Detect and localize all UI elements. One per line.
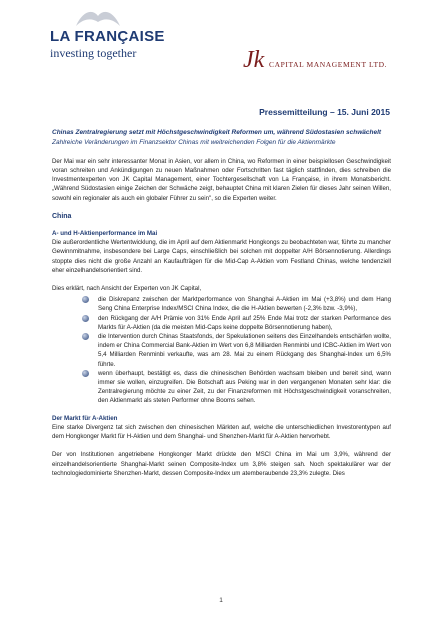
bullet-icon — [82, 370, 89, 377]
list-item-text: den Rückgang der A/H Prämie von 31% Ende April auf 25% Ende Mai trotz der starken Performance des Markts für A-Aktien (da die meisten Mid-Caps keine doppelte Börsennotierung haben), — [98, 314, 391, 331]
subheadline: Zahlreiche Veränderungen im Finanzsektor Chinas mit weitreichenden Folgen für die Aktienmärkte — [52, 139, 336, 147]
performance-paragraph: Die außerordentliche Wertentwicklung, die im April auf dem Aktienmarkt Hongkongs zu beobachteten war, führte zu mancher Gewinnmitnahme, insbesondere bei Large Caps, einschließlich bei solchen mit doppelter A/H Börsennotierung. Allerdings stoppte dies nicht die große Anzahl an Kaufaufträgen für die Mid-Cap A-Aktien vom Festland Chinas, welche tendenziell eher einzelhandelsorientiert sind. — [52, 239, 391, 274]
bullet-list — [82, 295, 391, 405]
subsection-heading-a-shares: Der Markt für A-Aktien — [52, 414, 118, 422]
list-item — [82, 332, 391, 369]
press-release-date: Pressemitteilung – 15. Juni 2015 — [259, 107, 390, 117]
subsection-heading-performance: A- und H-Aktienperformance im Mai — [52, 230, 158, 238]
jk-capital-logo — [243, 47, 403, 83]
article-body — [52, 128, 391, 478]
explained-intro: Dies erklärt, nach Ansicht der Experten von JK Capital, — [52, 285, 202, 293]
bullet-icon — [82, 333, 89, 340]
headline: Chinas Zentralregierung setzt mit Höchstgeschwindigkeit Reformen um, während Südostasien schwächelt — [52, 129, 382, 136]
list-item — [82, 314, 391, 332]
market-paragraph: Eine starke Divergenz tat sich zwischen den chinesischen Märkten auf, welche die unterschiedlichen Investorentypen auf dem Hongkonger Markt für H-Aktien und dem Shanghai- und Shenzhen-Markt für A-Aktien hervorhebt. — [52, 423, 391, 441]
bullet-icon — [82, 296, 89, 303]
la-francaise-tagline: investing together — [50, 46, 137, 60]
last-paragraph: Der von Institutionen angetriebene Hongkonger Markt drückte den MSCI China im Mai um 3,9%, während der einzelhandelsorientierte Shanghai-Markt seinen Composite-Index um 3,8% steigen sah. Noch spektakulärer war der technologiedominierte Shenzhen-Markt, dessen Composite-Index um atemberaubende 23,3% zulegte. Dies — [52, 451, 391, 477]
la-francaise-logo — [50, 28, 165, 61]
list-item-text: die Intervention durch Chinas Staatsfonds, der Spekulationen seitens des Einzelhandels entschärfen wollte, indem er China Commercial Bank-Aktien im Wert von 6,8 Milliarden Renminbi und ICBC-Aktien im Wert von 5,4 Milliarden Renminbi verkaufte, was am 28. Mai zu einem Rückgang des Shanghai-Index um 6,5% führte. — [98, 333, 391, 368]
jk-company-name: CAPITAL MANAGEMENT LTD. — [269, 60, 388, 69]
la-francaise-bird-icon — [68, 6, 128, 28]
bullet-icon — [82, 315, 89, 322]
list-item-text: die Diskrepanz zwischen der Marktperformance von Shanghai A-Aktien im Mai (+3,8%) und dem Hang Seng China Enterprise Index/MSCI China Index, die die H-Aktien bewerten (-2,3% bzw. -3,9%), — [98, 296, 391, 313]
list-item — [82, 369, 391, 406]
list-item — [82, 295, 391, 313]
list-item-text: wenn überhaupt, bestätigt es, dass die chinesischen Behörden wachsam bleiben und bereit sind, wann immer sie wollen, einzugreifen. Die Botschaft aus Peking war in den vergangenen Monaten sehr klar: die Zentralregierung möchte zu einer Zeit, zu der Finanzreformen mit Höchstgeschwindigkeit voranschreiten, den Aktienmarkt als steten Performer ohne Booms sehen. — [98, 369, 391, 405]
section-heading-china: China — [52, 212, 72, 220]
jk-monogram: Jk — [243, 47, 265, 73]
page-number: 1 — [219, 597, 223, 604]
intro-paragraph: Der Mai war ein sehr interessanter Monat in Asien, vor allem in China, wo Reformen in einer beispiellosen Geschwindigkeit voran schreiten und Ankündigungen zu neuen Maßnahmen oder Fortschritten fast täglich stattfinden, dies schreiben die Investmentexperten von JK Capital Management, einer Tochtergesellschaft von La Française, in ihrem Monatsbericht. „Während Südostasien einige Zeichen der Schwäche zeigt, behauptet China mit klaren Zielen für dieses Jahr seinen Willen, sowohl ein regionaler als auch ein globaler Führer zu sein", so die Experten weiter. — [52, 157, 391, 202]
la-francaise-name: LA FRANÇAISE — [50, 28, 165, 45]
